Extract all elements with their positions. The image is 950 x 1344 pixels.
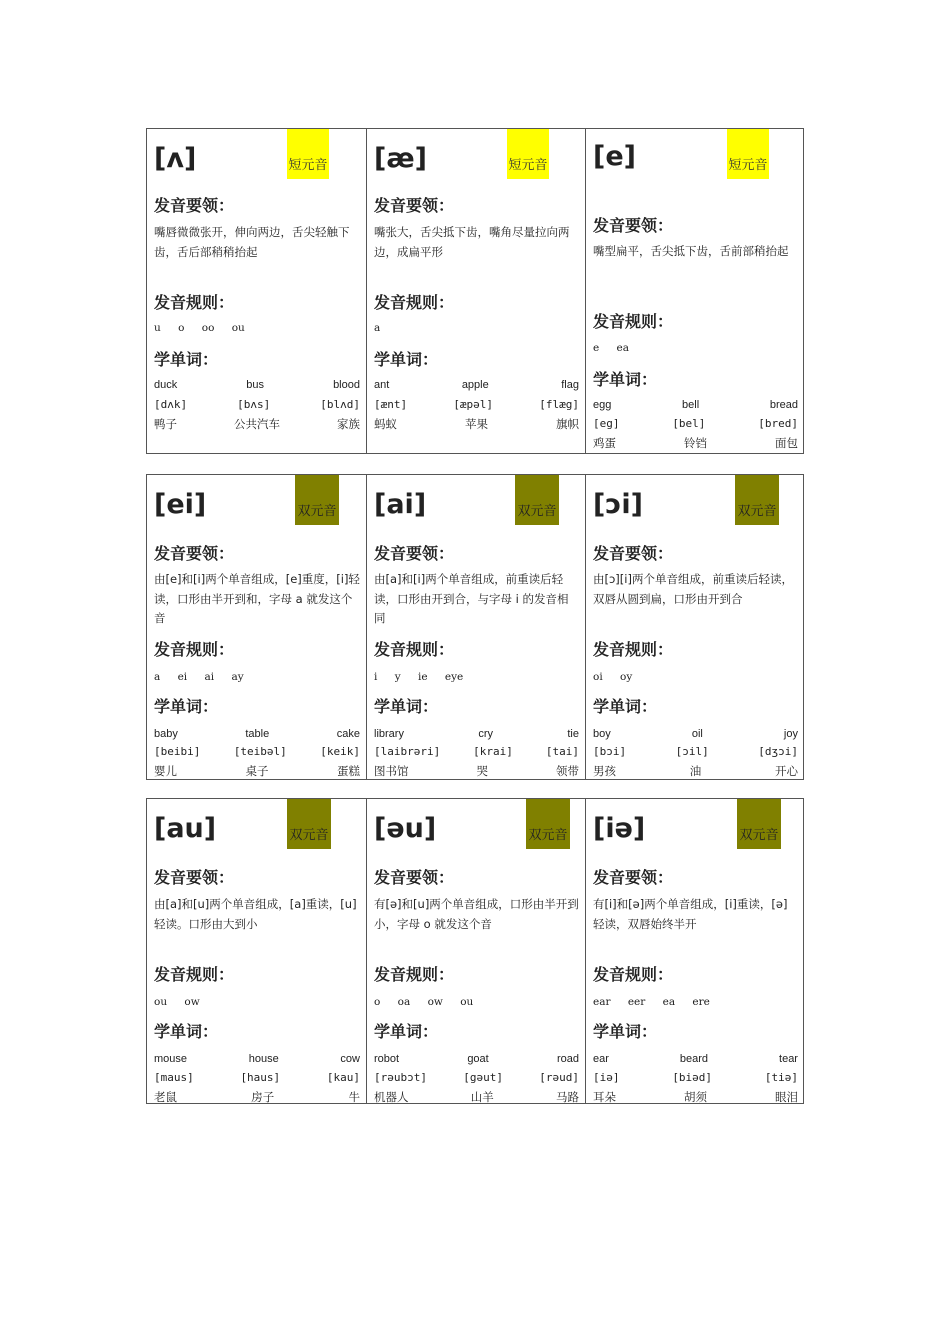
word: bus bbox=[246, 379, 265, 391]
word: library bbox=[374, 728, 404, 740]
rules-text: ou ow bbox=[154, 996, 200, 1008]
word-meaning: 蚂蚁 bbox=[374, 417, 397, 431]
word: tear bbox=[779, 1053, 798, 1065]
rules-heading: 发音规则： bbox=[154, 293, 235, 312]
phonetic-list bbox=[374, 398, 579, 411]
word-meaning: 图书馆 bbox=[374, 764, 409, 778]
word: duck bbox=[154, 379, 178, 391]
word: ant bbox=[374, 379, 390, 391]
word: table bbox=[245, 728, 270, 740]
meaning-list bbox=[374, 416, 579, 432]
phonetic-symbol: [e] bbox=[593, 141, 636, 172]
phonetic-list bbox=[154, 1071, 360, 1084]
card-diphthong-ei bbox=[147, 475, 366, 779]
word-phonetic: [laibrəri] bbox=[374, 745, 441, 758]
meaning-list bbox=[593, 763, 798, 779]
vowel-type-tag: 双元音 bbox=[735, 475, 779, 525]
word-phonetic: [krai] bbox=[473, 745, 513, 758]
word: joy bbox=[783, 728, 798, 740]
word-phonetic: [teibəl] bbox=[233, 745, 287, 758]
points-text: 由[a]和[i]两个单音组成，前重读后轻读，口形由开到合，与字母 i 的发音相同 bbox=[374, 572, 569, 625]
rules-text: o oa ow ou bbox=[374, 996, 474, 1008]
word-phonetic: [gəut] bbox=[463, 1071, 503, 1084]
word-meaning: 蛋糕 bbox=[337, 764, 360, 778]
word-list bbox=[154, 1053, 360, 1065]
word-meaning: 山羊 bbox=[470, 1090, 494, 1104]
word-phonetic: [eg] bbox=[593, 417, 620, 430]
word-meaning: 铃铛 bbox=[684, 436, 707, 450]
rules-text: a bbox=[374, 322, 381, 334]
words-heading: 学单词： bbox=[593, 370, 658, 389]
phonetic-symbol: [ai] bbox=[374, 489, 427, 520]
word-phonetic: [beibi] bbox=[154, 745, 201, 758]
word-meaning: 机器人 bbox=[374, 1090, 409, 1104]
rules-text: oi oy bbox=[593, 671, 633, 683]
points-heading: 发音要领： bbox=[593, 216, 674, 235]
word-phonetic: [blʌd] bbox=[320, 398, 360, 411]
word: cow bbox=[340, 1053, 360, 1065]
word-list bbox=[593, 728, 798, 740]
word-meaning: 领带 bbox=[556, 764, 579, 778]
row-diphthongs-2 bbox=[146, 798, 804, 1104]
word-meaning: 老鼠 bbox=[154, 1090, 177, 1104]
words-heading: 学单词： bbox=[374, 1022, 439, 1041]
word: robot bbox=[374, 1053, 400, 1065]
rules-heading: 发音规则： bbox=[154, 640, 235, 659]
rules-text: a ei ai ay bbox=[154, 671, 244, 683]
meaning-list bbox=[374, 1089, 579, 1105]
word-meaning: 开心 bbox=[775, 764, 798, 778]
word-meaning: 公共汽车 bbox=[234, 417, 280, 431]
card-diphthong-ie bbox=[585, 799, 804, 1103]
word: flag bbox=[561, 379, 579, 391]
card-short-vowel-e bbox=[585, 129, 804, 453]
word-meaning: 家族 bbox=[337, 417, 360, 431]
rules-text: i y ie eye bbox=[374, 671, 464, 683]
word: bell bbox=[682, 399, 700, 411]
card-diphthong-au bbox=[147, 799, 366, 1103]
words-heading: 学单词： bbox=[154, 350, 219, 369]
phonetic-list bbox=[154, 745, 360, 758]
word-phonetic: [rəud] bbox=[539, 1071, 579, 1084]
word: road bbox=[556, 1053, 579, 1065]
points-heading: 发音要领： bbox=[154, 868, 235, 887]
points-text: 嘴张大，舌尖抵下齿，嘴角尽量拉向两边，成扁平形 bbox=[374, 225, 570, 259]
points-heading: 发音要领： bbox=[374, 196, 455, 215]
phonetic-symbol: [æ] bbox=[374, 143, 427, 174]
word-phonetic: [tiə] bbox=[764, 1071, 798, 1084]
points-heading: 发音要领： bbox=[593, 868, 674, 887]
word-phonetic: [flæg] bbox=[539, 398, 579, 411]
word-phonetic: [ænt] bbox=[374, 398, 408, 411]
word-phonetic: [bred] bbox=[758, 417, 798, 430]
word-phonetic: [bel] bbox=[672, 417, 706, 430]
vowel-type-tag: 短元音 bbox=[287, 129, 329, 179]
points-text: 嘴型扁平，舌尖抵下齿，舌前部稍抬起 bbox=[593, 244, 789, 258]
points-text: 有[ə]和[u]两个单音组成，口形由半开到小，字母 o 就发这个音 bbox=[374, 897, 579, 931]
meaning-list bbox=[154, 1089, 360, 1105]
word-phonetic: [tai] bbox=[545, 745, 579, 758]
words-heading: 学单词： bbox=[154, 697, 219, 716]
rules-heading: 发音规则： bbox=[374, 965, 455, 984]
meaning-list bbox=[154, 416, 360, 432]
card-short-vowel-uh bbox=[147, 129, 366, 453]
phonetic-list bbox=[593, 1071, 798, 1084]
points-text: 由[e]和[i]两个单音组成，[e]重度，[i]轻读，口形由半开到和，字母 a 就发这个音 bbox=[154, 572, 360, 625]
word-phonetic: [keik] bbox=[320, 745, 360, 758]
word-meaning: 桌子 bbox=[245, 764, 269, 778]
meaning-list bbox=[154, 763, 360, 779]
card-diphthong-ou bbox=[366, 799, 585, 1103]
vowel-type-tag: 双元音 bbox=[287, 799, 331, 849]
word-meaning: 鸡蛋 bbox=[593, 436, 616, 450]
word-list bbox=[154, 728, 360, 740]
word: mouse bbox=[154, 1053, 188, 1065]
rules-text: e ea bbox=[593, 342, 630, 354]
word: goat bbox=[467, 1053, 489, 1065]
word-list bbox=[374, 379, 579, 391]
phonetic-list bbox=[374, 1071, 579, 1084]
vowel-type-tag: 短元音 bbox=[507, 129, 549, 179]
rules-heading: 发音规则： bbox=[593, 640, 674, 659]
rules-heading: 发音规则： bbox=[374, 293, 455, 312]
rules-heading: 发音规则： bbox=[374, 640, 455, 659]
points-heading: 发音要领： bbox=[374, 544, 455, 563]
word: oil bbox=[691, 728, 703, 740]
word: boy bbox=[593, 728, 611, 740]
phonetic-symbol: [ei] bbox=[154, 489, 207, 520]
word-meaning: 旗帜 bbox=[556, 417, 579, 431]
word-phonetic: [kau] bbox=[326, 1071, 360, 1084]
word-list bbox=[374, 728, 579, 740]
card-short-vowel-ae bbox=[366, 129, 585, 453]
phonetic-symbol: [au] bbox=[154, 813, 217, 844]
word-phonetic: [bʌs] bbox=[237, 398, 271, 411]
word-phonetic: [maus] bbox=[154, 1071, 194, 1084]
points-text: 有[i]和[ə]两个单音组成，[i]重读，[ə]轻读，双唇始终半开 bbox=[593, 897, 788, 931]
word: cry bbox=[478, 728, 493, 740]
word-meaning: 婴儿 bbox=[154, 764, 177, 778]
word-meaning: 油 bbox=[689, 764, 702, 778]
points-heading: 发音要领： bbox=[593, 544, 674, 563]
rules-text: ear eer ea ere bbox=[593, 996, 710, 1008]
points-heading: 发音要领： bbox=[374, 868, 455, 887]
word: house bbox=[248, 1053, 279, 1065]
word: ear bbox=[593, 1053, 609, 1065]
phonetic-list bbox=[374, 745, 579, 758]
word-meaning: 房子 bbox=[251, 1090, 275, 1104]
word-phonetic: [dʒɔi] bbox=[758, 745, 798, 758]
vowel-type-tag: 双元音 bbox=[295, 475, 339, 525]
word-list bbox=[374, 1053, 579, 1065]
phonetic-list bbox=[593, 417, 798, 430]
word-meaning: 男孩 bbox=[593, 764, 616, 778]
points-text: 嘴唇微微张开，伸向两边，舌尖轻触下齿，舌后部稍稍抬起 bbox=[154, 225, 350, 259]
word-meaning: 马路 bbox=[556, 1090, 579, 1104]
word-phonetic: [bɔi] bbox=[593, 745, 627, 758]
word-list bbox=[593, 1053, 798, 1065]
word: beard bbox=[679, 1053, 709, 1065]
points-heading: 发音要领： bbox=[154, 544, 235, 563]
words-heading: 学单词： bbox=[593, 1022, 658, 1041]
points-text: 由[a]和[u]两个单音组成，[a]重读，[u]轻读。口形由大到小 bbox=[154, 897, 357, 931]
word-meaning: 耳朵 bbox=[593, 1090, 616, 1104]
word-list bbox=[154, 379, 360, 391]
word-phonetic: [ɔil] bbox=[675, 745, 709, 758]
vowel-type-tag: 双元音 bbox=[515, 475, 559, 525]
word-meaning: 胡须 bbox=[684, 1090, 707, 1104]
word: cake bbox=[336, 728, 360, 740]
meaning-list bbox=[593, 435, 798, 451]
word-phonetic: [iə] bbox=[593, 1071, 620, 1084]
rules-heading: 发音规则： bbox=[593, 312, 674, 331]
row-short-vowels bbox=[146, 128, 804, 454]
words-heading: 学单词： bbox=[374, 350, 439, 369]
meaning-list bbox=[593, 1089, 798, 1105]
word-meaning: 牛 bbox=[348, 1090, 360, 1104]
words-heading: 学单词： bbox=[593, 697, 658, 716]
word: bread bbox=[769, 399, 798, 411]
words-heading: 学单词： bbox=[154, 1022, 219, 1041]
phonetic-symbol: [əu] bbox=[374, 813, 437, 844]
phonetic-symbol: [iə] bbox=[593, 813, 646, 844]
meaning-list bbox=[374, 763, 579, 779]
card-diphthong-ai bbox=[366, 475, 585, 779]
phonetic-symbol: [ɔi] bbox=[593, 489, 643, 520]
vowel-type-tag: 短元音 bbox=[727, 129, 769, 179]
points-heading: 发音要领： bbox=[154, 196, 235, 215]
word-meaning: 哭 bbox=[476, 764, 488, 778]
rules-text: u o oo ou bbox=[154, 322, 245, 334]
phonetic-symbol: [ʌ] bbox=[154, 143, 197, 174]
word-meaning: 面包 bbox=[775, 436, 798, 450]
word-phonetic: [æpəl] bbox=[453, 398, 494, 411]
row-diphthongs-1 bbox=[146, 474, 804, 780]
vowel-type-tag: 双元音 bbox=[737, 799, 781, 849]
points-text: 由[ɔ][i]两个单音组成，前重读后轻读，双唇从圆到扁，口形由开到合 bbox=[593, 572, 793, 606]
words-heading: 学单词： bbox=[374, 697, 439, 716]
word: tie bbox=[567, 728, 579, 740]
word-list bbox=[593, 399, 798, 411]
phonetic-list bbox=[154, 398, 360, 411]
word-phonetic: [rəubɔt] bbox=[374, 1071, 427, 1084]
rules-heading: 发音规则： bbox=[593, 965, 674, 984]
rules-heading: 发音规则： bbox=[154, 965, 235, 984]
card-diphthong-oi bbox=[585, 475, 804, 779]
word-phonetic: [haus] bbox=[240, 1071, 281, 1084]
word-phonetic: [dʌk] bbox=[154, 398, 188, 411]
word: baby bbox=[154, 728, 178, 740]
phonetic-list bbox=[593, 745, 798, 758]
word-meaning: 鸭子 bbox=[154, 417, 177, 431]
word-phonetic: [biəd] bbox=[672, 1071, 713, 1084]
vowel-type-tag: 双元音 bbox=[526, 799, 570, 849]
word-meaning: 苹果 bbox=[465, 417, 488, 431]
word: egg bbox=[593, 399, 612, 411]
word: blood bbox=[333, 379, 360, 391]
word-meaning: 眼泪 bbox=[775, 1090, 798, 1104]
word: apple bbox=[461, 379, 489, 391]
